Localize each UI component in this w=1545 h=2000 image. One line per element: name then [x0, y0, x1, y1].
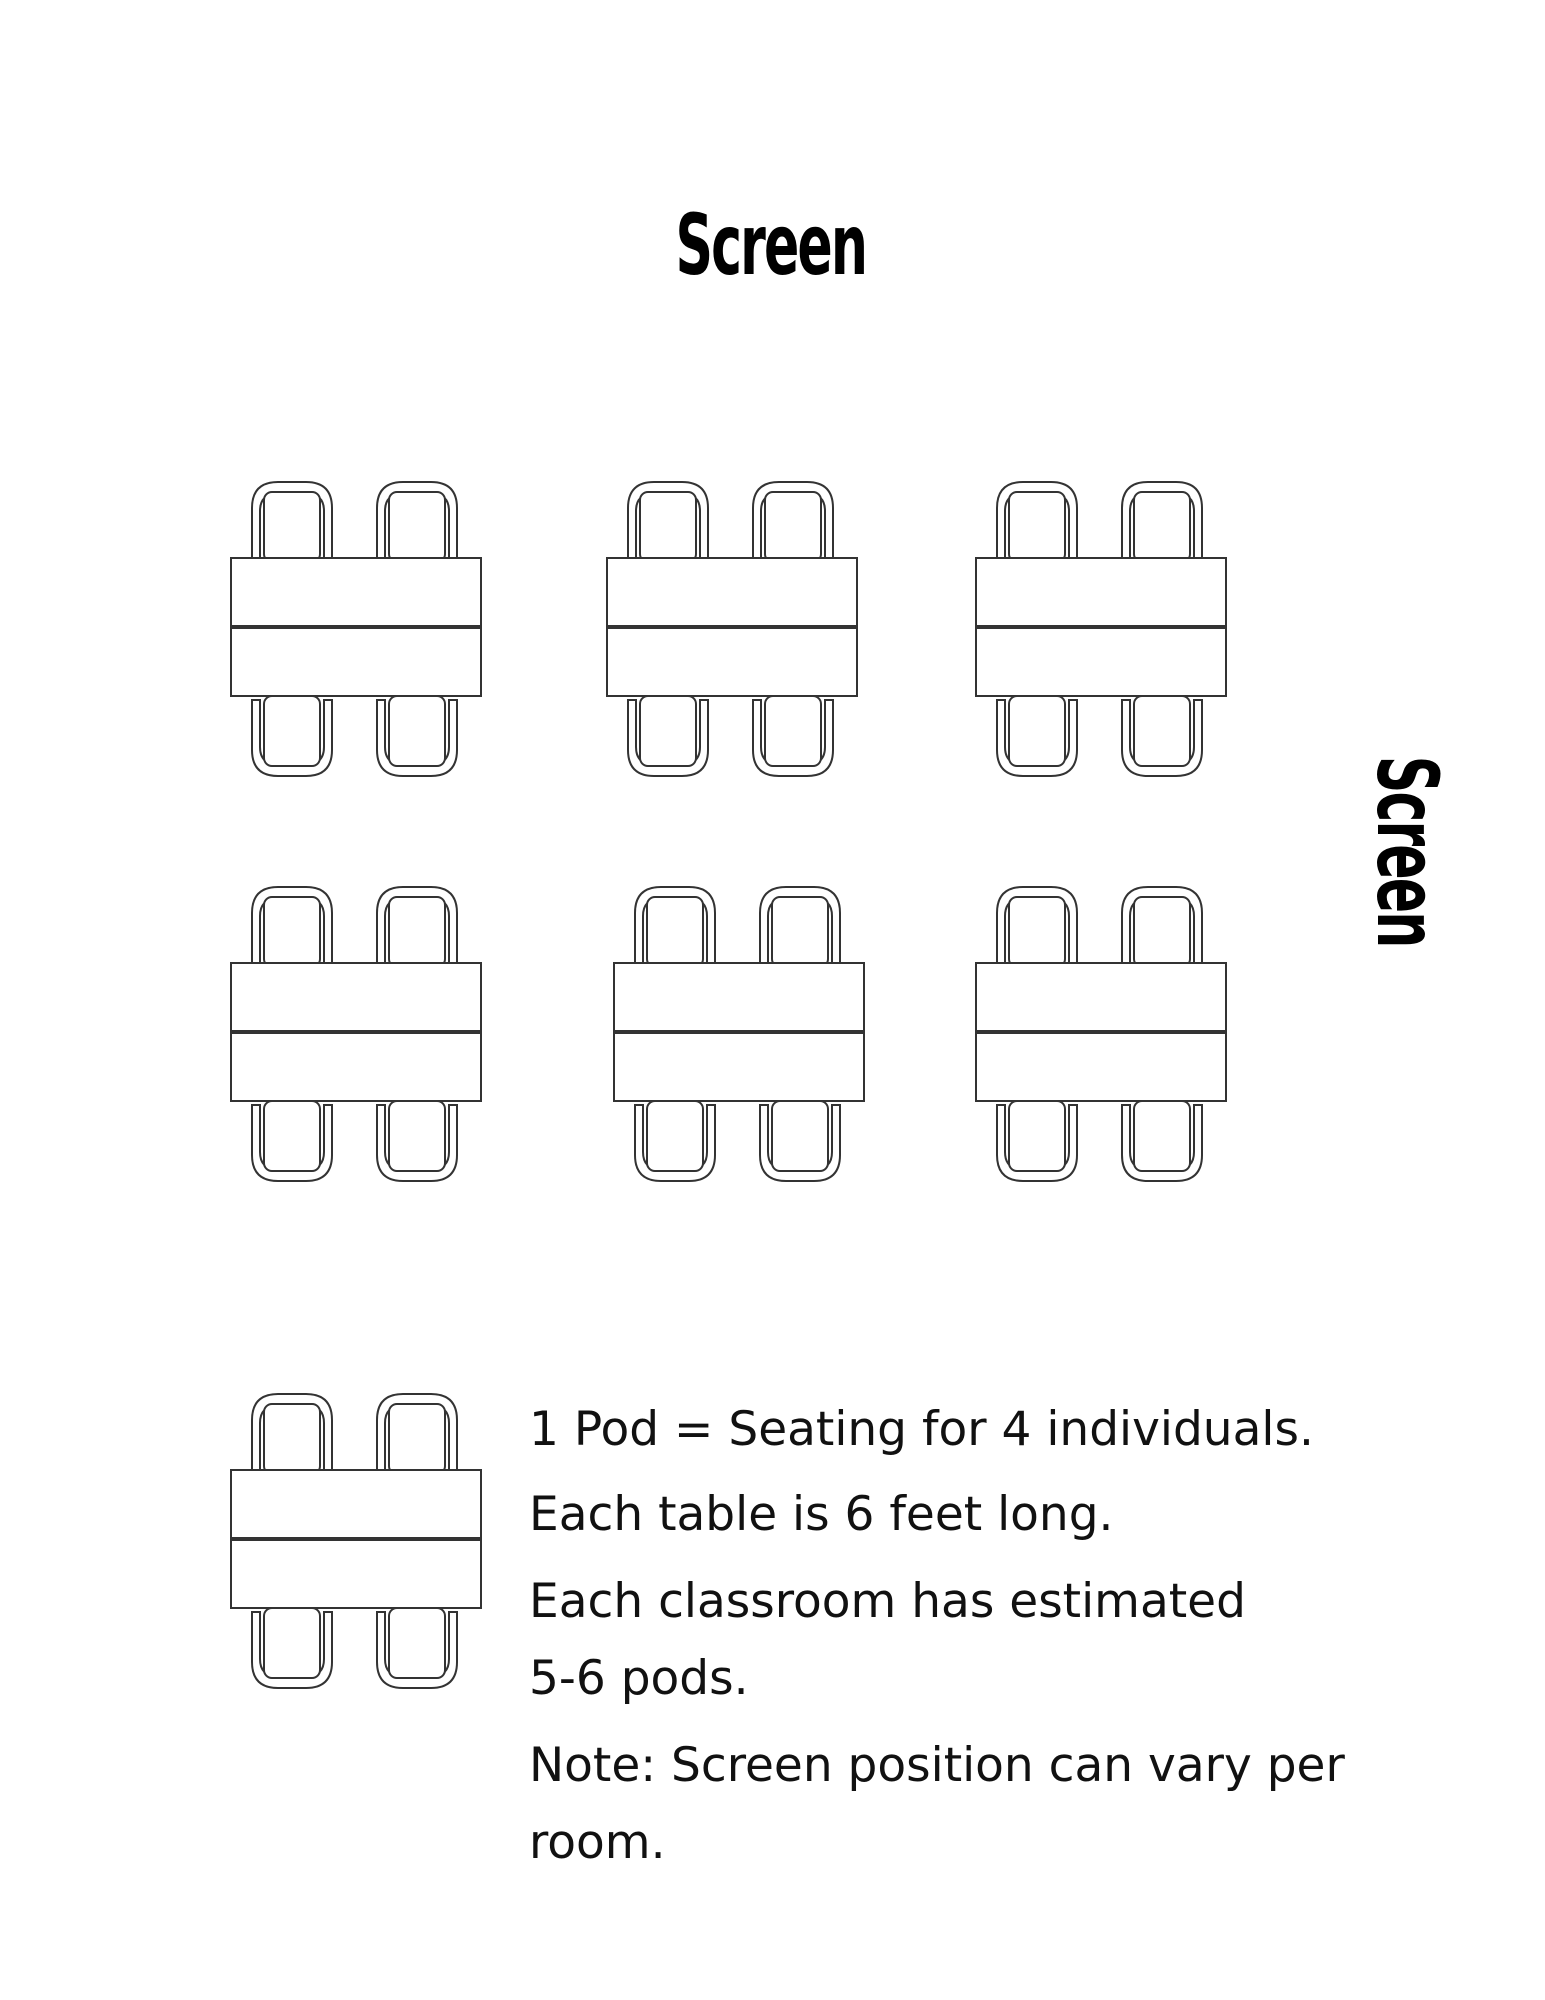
chair-icon	[1122, 696, 1202, 776]
chair-icon	[760, 1101, 840, 1181]
legend-line-table: Each table is 6 feet long.	[529, 1487, 1114, 1542]
chair-icon	[252, 482, 332, 562]
chair-icon	[997, 482, 1077, 562]
table-bottom	[231, 1540, 481, 1608]
chair-icon	[628, 482, 708, 562]
chair-icon	[635, 1101, 715, 1181]
table-top	[976, 558, 1226, 626]
table-bottom	[614, 1033, 864, 1101]
chair-icon	[1122, 1101, 1202, 1181]
chair-icon	[377, 1608, 457, 1688]
chair-icon	[635, 887, 715, 967]
table-top	[231, 1470, 481, 1538]
pod-2	[606, 478, 866, 794]
legend-line-note: Note: Screen position can vary per	[529, 1738, 1345, 1793]
legend-line-classroom: Each classroom has estimated	[529, 1574, 1246, 1629]
pod-5	[613, 883, 873, 1199]
legend-line-pod: 1 Pod = Seating for 4 individuals.	[529, 1402, 1314, 1457]
chair-icon	[753, 696, 833, 776]
chair-icon	[997, 696, 1077, 776]
table-bottom	[976, 1033, 1226, 1101]
table-top	[231, 963, 481, 1031]
chair-icon	[252, 696, 332, 776]
table-top	[976, 963, 1226, 1031]
pod-graphic	[606, 478, 866, 794]
table-bottom	[231, 628, 481, 696]
pod-graphic	[230, 883, 490, 1199]
pod-graphic	[230, 478, 490, 794]
table-top	[231, 558, 481, 626]
table-bottom	[607, 628, 857, 696]
screen-top-label: Screen	[675, 196, 867, 294]
pod-graphic	[230, 1390, 490, 1706]
screen-side-text: Screen	[1358, 755, 1456, 947]
chair-icon	[760, 887, 840, 967]
pod-legend	[230, 1390, 490, 1706]
chair-icon	[252, 1608, 332, 1688]
chair-icon	[377, 887, 457, 967]
chair-icon	[377, 1394, 457, 1474]
chair-icon	[377, 482, 457, 562]
table-bottom	[231, 1033, 481, 1101]
chair-icon	[1122, 887, 1202, 967]
table-top	[607, 558, 857, 626]
chair-icon	[377, 1101, 457, 1181]
table-top	[614, 963, 864, 1031]
pod-graphic	[613, 883, 873, 1199]
chair-icon	[252, 1394, 332, 1474]
pod-3	[975, 478, 1235, 794]
chair-icon	[252, 887, 332, 967]
chair-icon	[377, 696, 457, 776]
pod-1	[230, 478, 490, 794]
chair-icon	[997, 887, 1077, 967]
chair-icon	[628, 696, 708, 776]
chair-icon	[997, 1101, 1077, 1181]
pod-graphic	[975, 478, 1235, 794]
table-bottom	[976, 628, 1226, 696]
chair-icon	[1122, 482, 1202, 562]
legend-line-pods-count: 5-6 pods.	[529, 1651, 749, 1706]
pod-6	[975, 883, 1235, 1199]
chair-icon	[753, 482, 833, 562]
chair-icon	[252, 1101, 332, 1181]
legend-line-room: room.	[529, 1815, 666, 1870]
pod-4	[230, 883, 490, 1199]
pod-graphic	[975, 883, 1235, 1199]
